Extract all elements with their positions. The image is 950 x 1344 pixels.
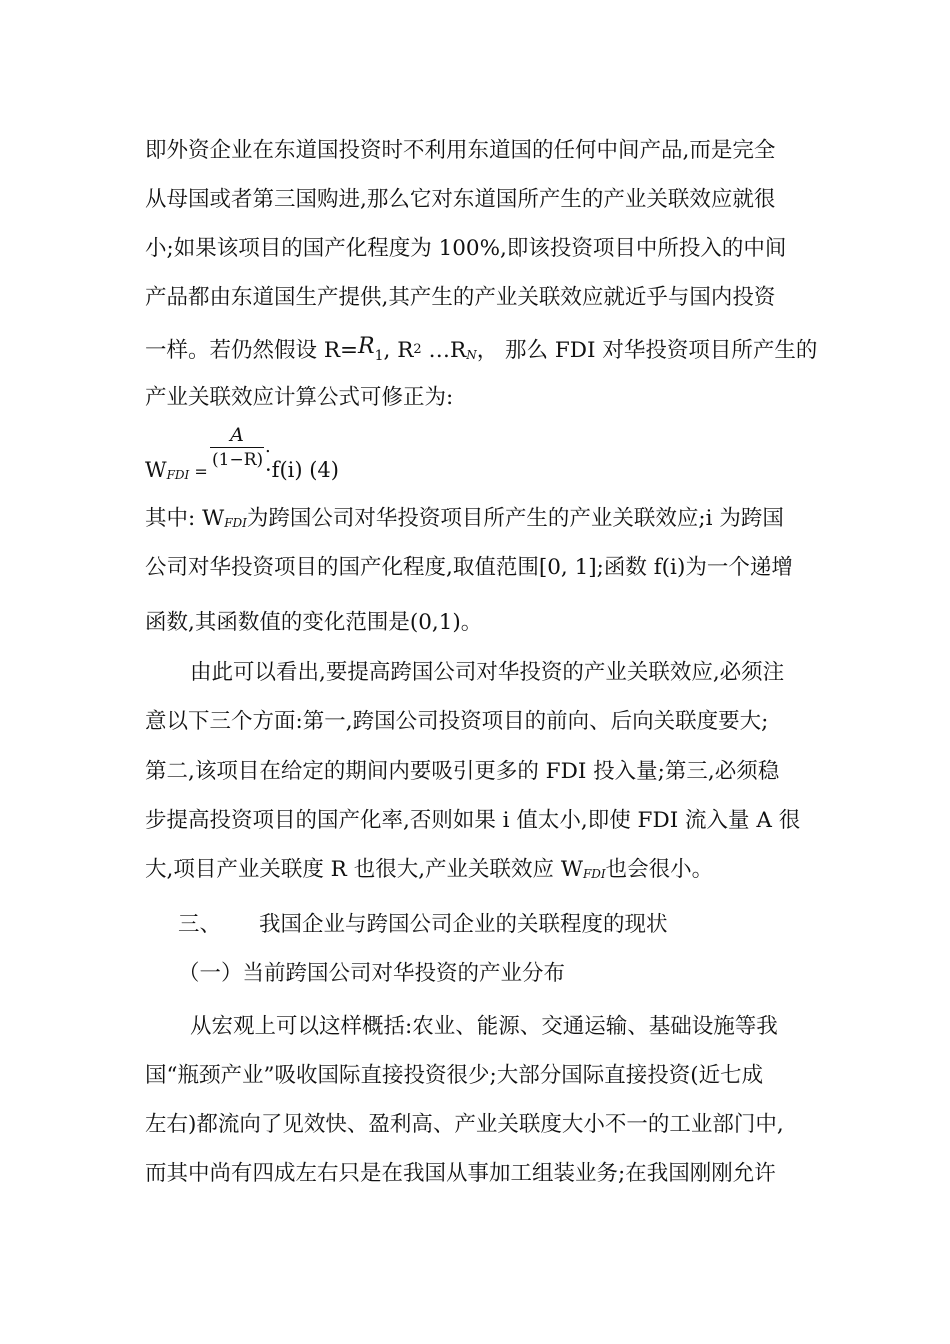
text-line: 第二,该项目在给定的期间内要吸引更多的 FDI 投入量;第三,必须稳 [145, 759, 780, 784]
section-title: 我国企业与跨国公司企业的关联程度的现状 [259, 912, 668, 937]
formula-lhs [145, 455, 208, 490]
math-superscript: 2 [413, 342, 422, 357]
text-line: 函数,其函数值的变化范围是(0,1)。 [145, 610, 483, 635]
text-span: , R [383, 338, 414, 363]
text-line-with-math [145, 855, 810, 889]
section-number: 三、 [178, 912, 222, 937]
text-line-with-math [145, 504, 810, 538]
text-line: 公司对华投资项目的国产化程度,取值范围[0, 1];函数 f(i)为一个递增 [145, 555, 793, 580]
math-symbol-r: R [358, 334, 375, 359]
formula-w: W [145, 458, 167, 482]
text-span: 大,项目产业关联度 R 也很大,产业关联效应 W [145, 857, 583, 882]
text-line: 意以下三个方面:第一,跨国公司投资项目的前向、后向关联度要大; [145, 709, 769, 734]
formula-dot: . [265, 436, 271, 457]
math-subscript: N [466, 348, 477, 362]
fraction-numerator: A [230, 424, 244, 446]
paragraph-first-line: 由此可以看出,要提高跨国公司对华投资的产业关联效应,必须注 [190, 660, 785, 685]
subsection-heading: （一）当前跨国公司对华投资的产业分布 [178, 961, 566, 986]
text-span: …R [421, 338, 467, 363]
text-line: 从母国或者第三国购进,那么它对东道国所产生的产业关联效应就很 [145, 187, 776, 212]
math-subscript: 1 [374, 348, 384, 364]
text-line: 步提高投资项目的国产化率,否则如果 i 值太小,即使 FDI 流入量 A 很 [145, 808, 801, 833]
text-line: 小;如果该项目的国产化程度为 100%,即该投资项目中所投入的中间 [145, 236, 787, 261]
text-span: 其中: W [145, 506, 225, 531]
text-span: ， 那么 FDI 对华投资项目所产生的 [476, 338, 818, 363]
text-line-with-math [145, 332, 818, 371]
math-subscript: FDI [582, 867, 606, 881]
text-line: 而其中尚有四成左右只是在我国从事加工组装业务;在我国刚刚允许 [145, 1161, 776, 1186]
formula-subscript: FDI [166, 468, 190, 482]
text-span: 也会很小。 [605, 857, 714, 882]
text-line: 即外资企业在东道国投资时不利用东道国的任何中间产品,而是完全 [145, 138, 776, 163]
text-line: 左右)都流向了见效快、盈利高、产业关联度大小不一的工业部门中, [145, 1112, 784, 1137]
text-line: 国“瓶颈产业”吸收国际直接投资很少;大部分国际直接投资(近七成 [145, 1063, 764, 1088]
text-line: 产品都由东道国生产提供,其产生的产业关联效应就近乎与国内投资 [145, 285, 776, 310]
formula-rhs: ·f(i) (4) [265, 458, 339, 482]
text-span: 为跨国公司对华投资项目所产生的产业关联效应;i 为跨国 [246, 506, 784, 531]
text-span: 一样。若仍然假设 R= [145, 338, 359, 363]
formula-equals: = [189, 462, 208, 481]
math-subscript: FDI [224, 516, 247, 530]
text-line: 产业关联效应计算公式可修正为: [145, 385, 454, 410]
fraction-denominator: (1−R) [212, 450, 264, 470]
paragraph-first-line: 从宏观上可以这样概括:农业、能源、交通运输、基础设施等我 [190, 1014, 778, 1039]
section-heading [178, 910, 843, 940]
formula-fraction [212, 423, 262, 472]
